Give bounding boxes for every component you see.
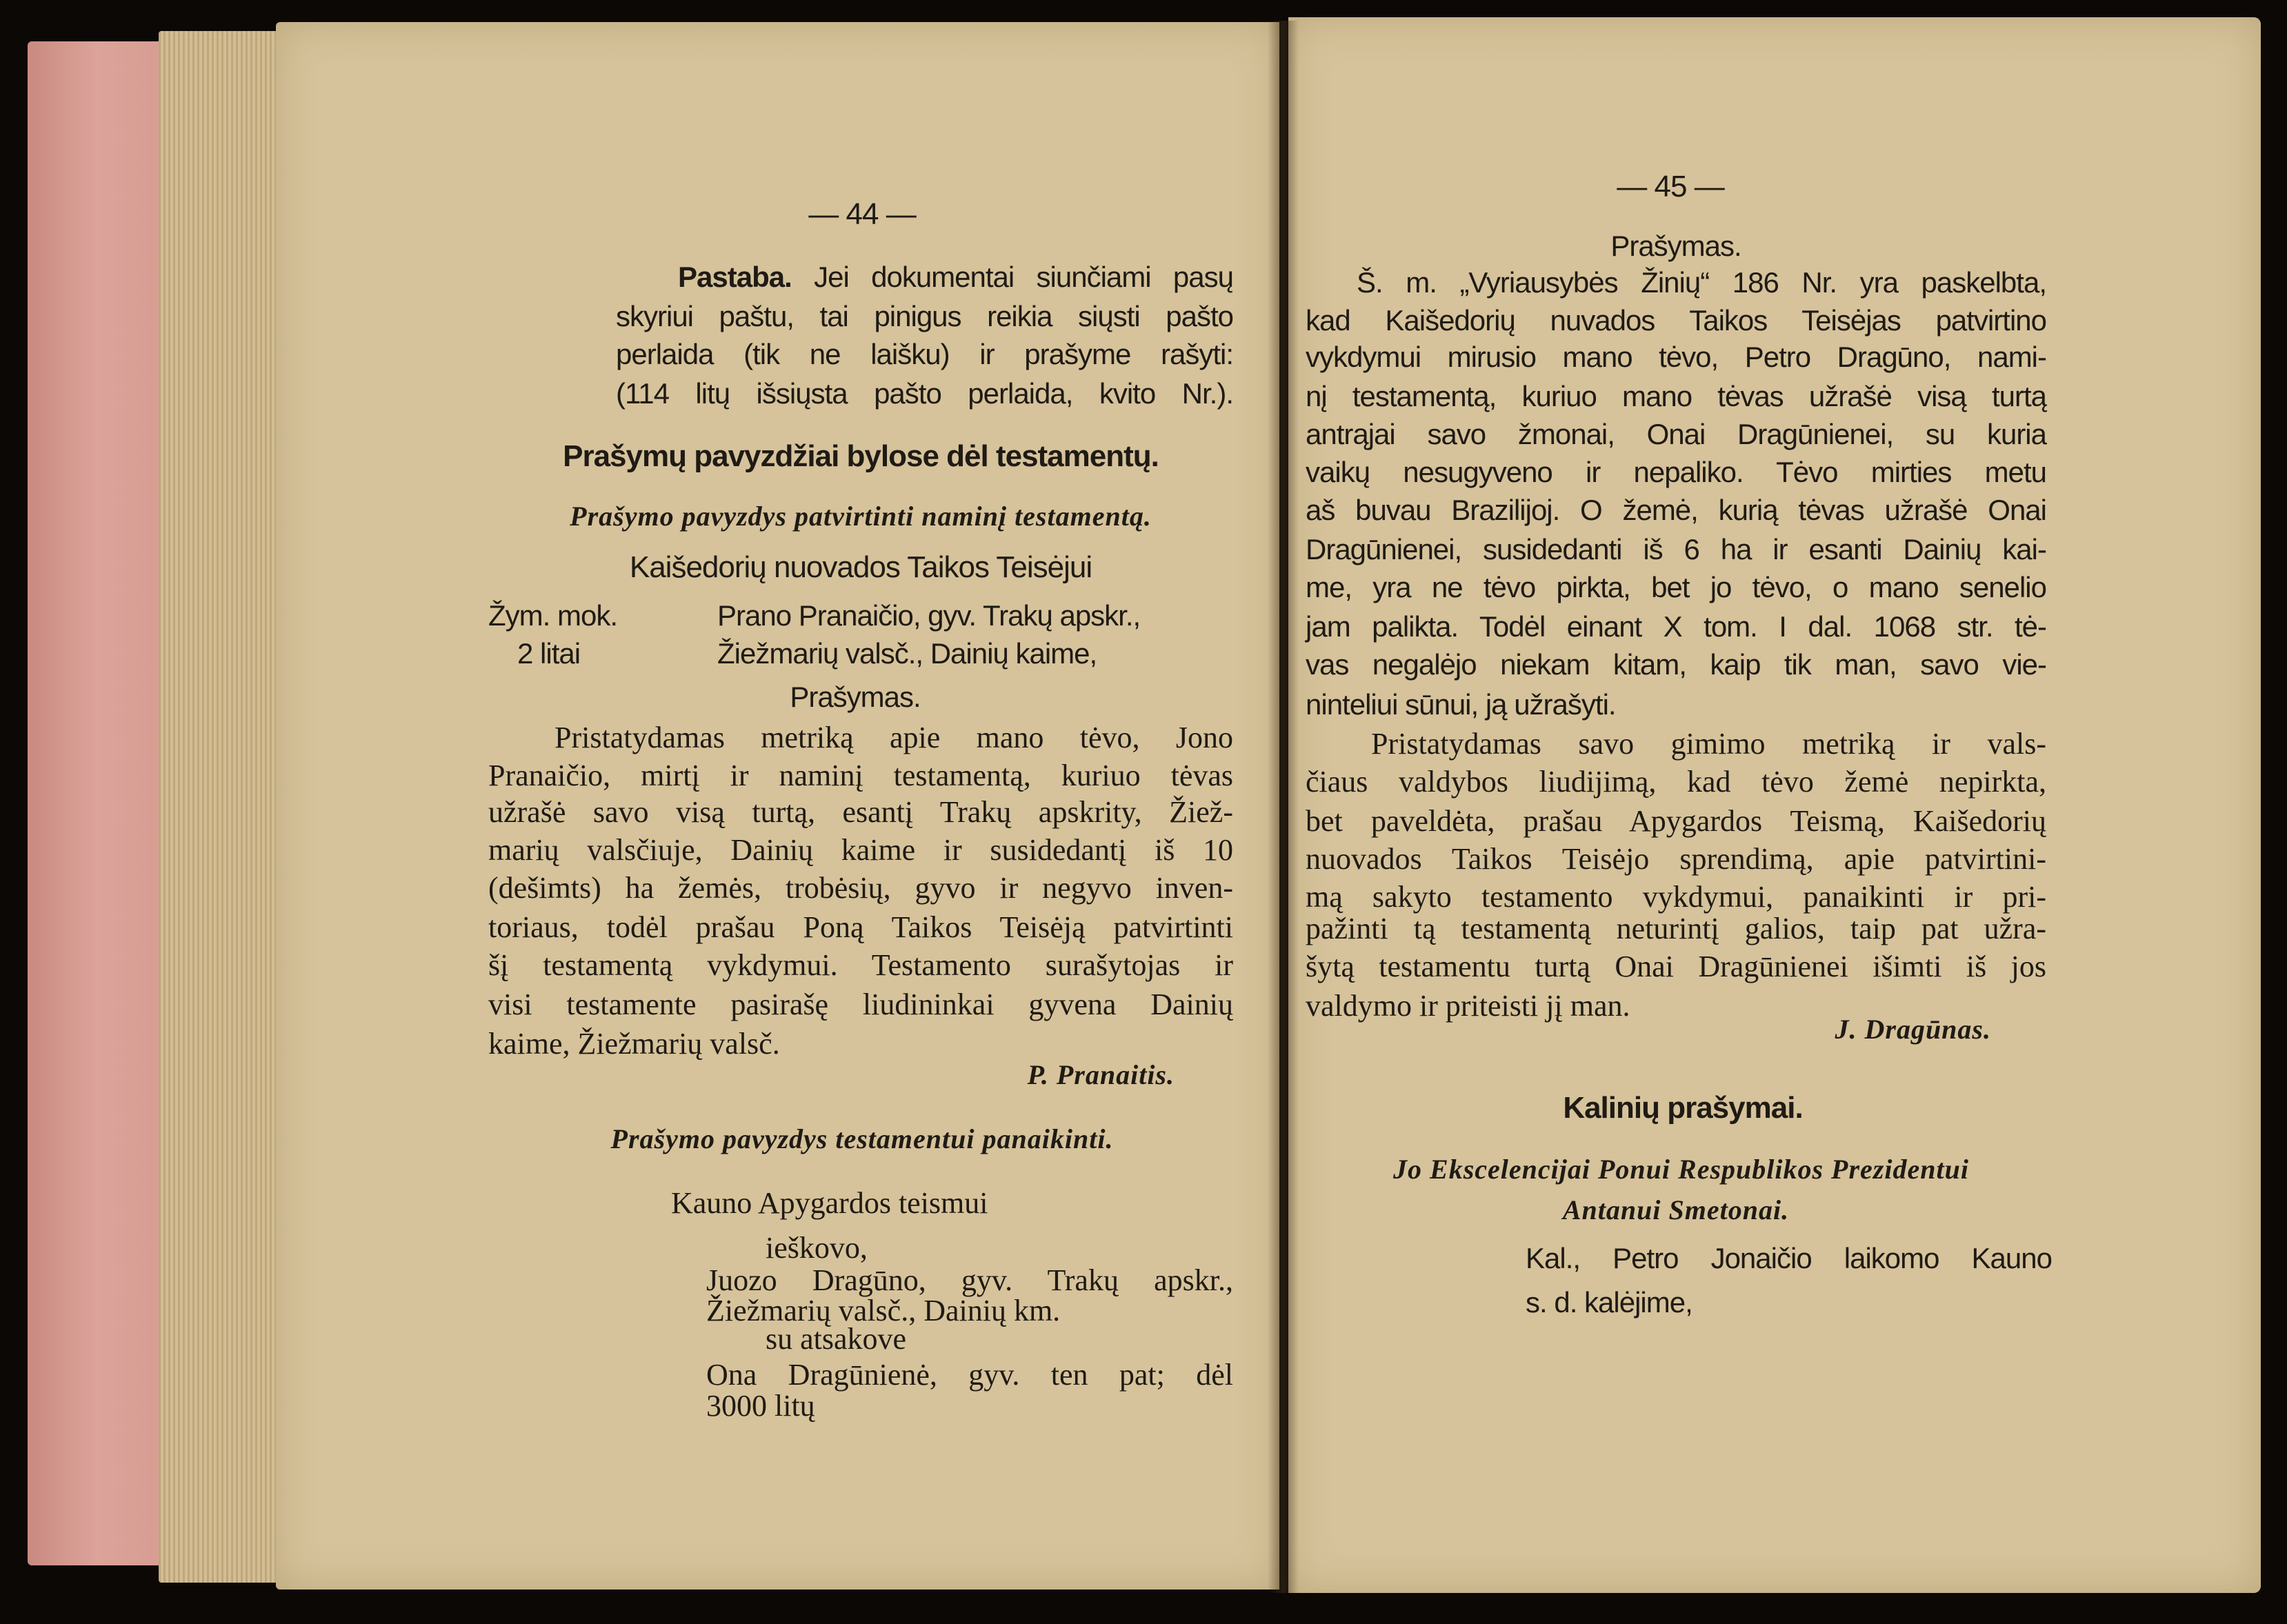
plaintiff-line: Žiežmarių valsč., Dainių km. xyxy=(706,1294,1061,1327)
sender-line: Žiežmarių valsč., Dainių kaime, xyxy=(717,637,1097,670)
sender-line: Kal., Petro Jonaičio laikomo Kauno xyxy=(1526,1242,2052,1274)
section-heading: Kalinių prašymai. xyxy=(1563,1091,1803,1125)
section-heading: Prašymų pavyzdžiai bylose dėl testamentų. xyxy=(563,439,1159,473)
body-line: jam palikta. Todėl einant X tom. I dal. 1068 str. tė- xyxy=(1306,610,2046,643)
sender-line: Prano Pranaičio, gyv. Trakų apskr., xyxy=(717,599,1141,632)
body-line: Pranaičio, mirtį ir naminį testamentą, kuriuo tėvas xyxy=(488,759,1233,792)
document-title: Prašymas. xyxy=(1610,230,1741,262)
note-line: skyriui paštu, tai pinigus reikia siųsti pašto xyxy=(616,300,1233,332)
addressee: Kauno Apygardos teismui xyxy=(671,1186,988,1220)
body-line: užrašė savo visą turtą, esantį Trakų apskrity, Žiež- xyxy=(488,795,1233,829)
body-line: aš buvau Brazilijoj. O žemė, kurią tėvas užrašė Onai xyxy=(1306,494,2046,526)
body-line: mą sakyto testamento vykdymui, panaikinti ir pri- xyxy=(1306,880,2046,914)
body-line: šytą testamentu turtą Onai Dragūnienei išimti iš jos xyxy=(1306,950,2046,983)
note-line: perlaida (tik ne laišku) ir prašyme rašyti: xyxy=(616,338,1233,370)
body-line: bet paveldėta, prašau Apygardos Teismą, Kaišedorių xyxy=(1306,804,2046,838)
body-line: visi testamente pasirašę liudininkai gyvena Dainių xyxy=(488,988,1233,1021)
body-line: Pristatydamas savo gimimo metriką ir vals- xyxy=(1371,727,2046,761)
addressee-line: Antanui Smetonai. xyxy=(1562,1194,1790,1225)
stamp-value: 2 litai xyxy=(517,637,581,670)
note-line xyxy=(678,259,1233,295)
body-line: vaikų nesugyveno ir nepaliko. Tėvo mirties metu xyxy=(1306,456,2046,488)
defendant-line: 3000 litų xyxy=(706,1389,815,1423)
body-line: čiaus valdybos liudijimą, kad tėvo žemė nepirkta, xyxy=(1306,765,2046,799)
body-line: vas negalėjo niekam kitam, kaip tik man, savo vie- xyxy=(1306,648,2046,681)
note-label: Pastaba. xyxy=(678,261,792,293)
body-line: pažinti tą testamentą neturintį galios, taip pat užra- xyxy=(1306,912,2046,945)
body-line: antrąjai savo žmonai, Onai Dragūnienei, su kuria xyxy=(1306,418,2046,450)
body-line: me, yra ne tėvo pirkta, bet jo tėvo, o mano senelio xyxy=(1306,571,2046,603)
body-line: nuovados Taikos Teisėjo sprendimą, apie patvirtini- xyxy=(1306,842,2046,876)
defendant-line: Ona Dragūnienė, gyv. ten pat; dėl xyxy=(706,1358,1233,1392)
document-title: Prašymas. xyxy=(790,681,921,713)
body-line: kad Kaišedorių nuvados Taikos Teisėjas patvirtino xyxy=(1306,304,2046,337)
subheading: Prašymo pavyzdys testamentui panaikinti. xyxy=(610,1123,1114,1154)
note-text: Jei dokumentai siunčiami pasų xyxy=(814,261,1234,293)
subheading: Prašymo pavyzdys patvirtinti naminį testamentą. xyxy=(570,501,1152,532)
body-line: (dešimts) ha žemės, trobėsių, gyvo ir negyvo inven- xyxy=(488,871,1233,905)
defendant-label: su atsakove xyxy=(766,1322,907,1356)
body-line: ninteliui sūnui, ją užrašyti. xyxy=(1306,688,1616,721)
body-line: valdymo ir priteisti jį man. xyxy=(1306,989,1630,1023)
signature: P. Pranaitis. xyxy=(1027,1059,1175,1090)
note-line: (114 litų išsiųsta pašto perlaida, kvito Nr.). xyxy=(616,377,1233,410)
plaintiff-line: Juozo Dragūno, gyv. Trakų apskr., xyxy=(706,1263,1233,1297)
page-number: — 44 — xyxy=(808,197,916,231)
page-number: — 45 — xyxy=(1617,170,1724,203)
body-line: toriaus, todėl prašau Poną Taikos Teisėją patvirtinti xyxy=(488,910,1233,944)
signature: J. Dragūnas. xyxy=(1835,1014,1991,1045)
body-line: nį testamentą, kuriuo mano tėvas užrašė visą turtą xyxy=(1306,380,2046,412)
body-line: Dragūnienei, susidedanti iš 6 ha ir esanti Dainių kai- xyxy=(1306,533,2046,565)
stamp-label: Žym. mok. xyxy=(488,599,617,632)
addressee-line: Jo Ekscelencijai Ponui Respublikos Prezidentui xyxy=(1393,1154,1969,1185)
book-gutter xyxy=(1268,21,1299,1593)
sender-line: s. d. kalėjime, xyxy=(1526,1286,1692,1319)
plaintiff-label: ieškovo, xyxy=(766,1231,868,1265)
body-line: Pristatydamas metriką apie mano tėvo, Jono xyxy=(555,721,1233,754)
body-line: Š. m. „Vyriausybės Žinių“ 186 Nr. yra paskelbta, xyxy=(1357,266,2046,299)
body-line: vykdymui mirusio mano tėvo, Petro Dragūno, nami- xyxy=(1306,341,2046,373)
body-line: marių valsčiuje, Dainių kaime ir susidedantį iš 10 xyxy=(488,833,1233,867)
body-line: kaime, Žiežmarių valsč. xyxy=(488,1027,780,1061)
page-edges xyxy=(159,31,283,1583)
body-line: šį testamentą vykdymui. Testamento surašytojas ir xyxy=(488,948,1233,982)
addressee: Kaišedorių nuovados Taikos Teisėjui xyxy=(629,550,1092,584)
